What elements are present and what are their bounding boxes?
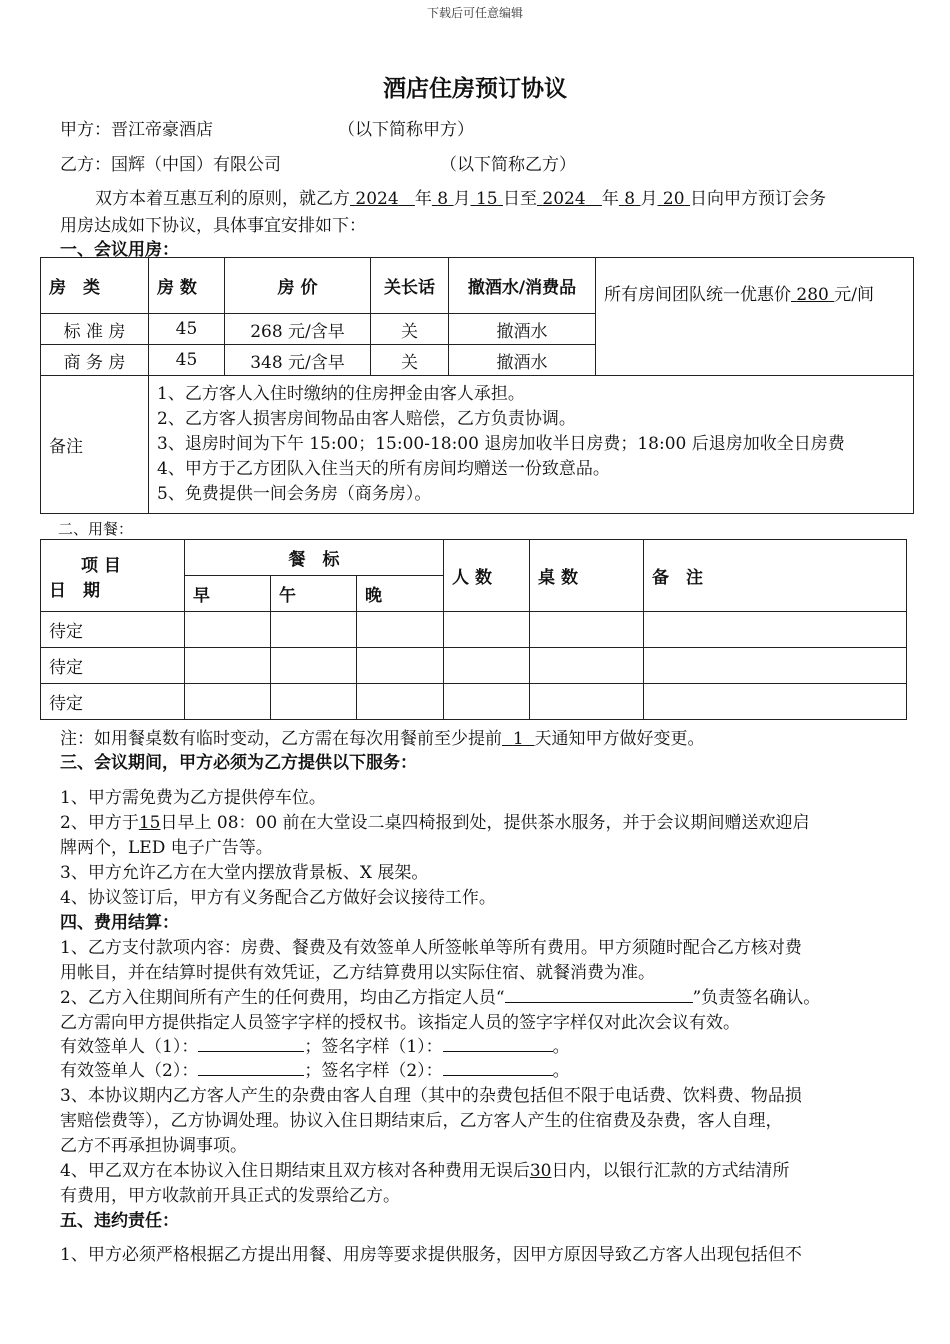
service-item: 1、甲方需免费为乙方提供停车位。: [60, 788, 326, 808]
header-note: 下载后可任意编辑: [426, 6, 523, 20]
service-item: 牌两个，LED 电子广告等。: [60, 838, 273, 858]
sample-2-field[interactable]: [443, 1061, 553, 1076]
meal-date: 待定: [41, 684, 185, 720]
start-month: 8: [437, 189, 449, 209]
dinner-header: 晚: [357, 576, 444, 612]
room-minibar: 撤酒水: [449, 314, 596, 345]
room-type: 商 务 房: [41, 345, 149, 376]
group-price-text: 所有房间团队统一优惠价: [604, 285, 791, 305]
tables-header: 桌 数: [530, 540, 644, 612]
remark-header: 备 注: [644, 540, 907, 612]
header-room-price: 房 价: [225, 258, 371, 314]
meal-note-text: 注：如用餐桌数有临时变动，乙方需在每次用餐前至少提前: [60, 729, 502, 749]
section-1-heading: 一、会议用房：: [60, 240, 179, 260]
remarks-list: [149, 376, 914, 514]
group-price-unit: 元/间: [834, 285, 874, 305]
room-minibar: 撤酒水: [449, 345, 596, 376]
settlement-line: 1、乙方支付款项内容：房费、餐费及有效签单人所签帐单等所有费用。甲方须随时配合乙方核对费: [60, 938, 802, 958]
people-header: 人 数: [444, 540, 530, 612]
remarks-row: [41, 376, 914, 514]
intro-line-2: 用房达成如下协议，具体事宜安排如下：: [60, 216, 366, 236]
intro-line-1: [95, 184, 826, 209]
start-year: 2024: [355, 189, 399, 209]
meal-date: 待定: [41, 648, 185, 684]
year-label: 年: [601, 189, 619, 209]
remark-item: 4、甲方于乙方团队入住当天的所有房间均赠送一份致意品。: [157, 459, 610, 479]
room-type: 标 准 房: [41, 314, 149, 345]
end-day: 20: [662, 189, 685, 209]
meal-standard-header: 餐 标: [185, 540, 444, 576]
start-day: 15: [475, 189, 498, 209]
table-row: [41, 648, 907, 684]
end-month: 8: [624, 189, 636, 209]
notice-days: 1: [512, 729, 524, 749]
sample-1-field[interactable]: [443, 1037, 553, 1052]
party-a: [60, 115, 213, 140]
breach-line: 1、甲方必须严格根据乙方提出用餐、用房等要求提供服务，因甲方原因导致乙方客人出现包括但不: [60, 1245, 802, 1265]
party-a-name: 甲方：晋江帝豪酒店: [60, 120, 213, 140]
date-label: 日 期: [49, 580, 100, 601]
designated-person-field[interactable]: [505, 988, 693, 1003]
settlement-line: 3、本协议期内乙方客人产生的杂费由客人自理（其中的杂费包括但不限于电话费、饮料费、物品损: [60, 1086, 802, 1106]
remark-item: 2、乙方客人损害房间物品由客人赔偿，乙方负责协调。: [157, 409, 576, 429]
end-year: 2024: [542, 189, 586, 209]
settlement-line: 害赔偿费等），乙方协调处理。协议入住日期结束后，乙方客人产生的住宿费及杂费，客人自理，: [60, 1111, 783, 1131]
settlement-line: 用帐目，并在结算时提供有效凭证，乙方结算费用以实际住宿、就餐消费为准。: [60, 963, 655, 983]
signer-2-field[interactable]: [198, 1061, 304, 1076]
header-phone: 关长话: [371, 258, 449, 314]
room-price: 348 元/含早: [225, 345, 371, 376]
room-table-header: [41, 258, 914, 314]
year-label: 年: [414, 189, 432, 209]
item-date-header: [41, 540, 185, 612]
header-minibar: 撤酒水/消费品: [449, 258, 596, 314]
party-b-name: 乙方：国辉（中国）有限公司: [60, 155, 281, 175]
month-label: 月: [640, 189, 658, 209]
room-price: 268 元/含早: [225, 314, 371, 345]
room-phone: 关: [371, 314, 449, 345]
table-row: [41, 684, 907, 720]
settlement-line: 4、甲乙双方在本协议入住日期结束且双方核对各种费用无误后30日内，以银行汇款的方式结清所: [60, 1161, 790, 1181]
signer-2-line: 有效签单人（2）： ；签名字样（2）： 。: [60, 1061, 570, 1081]
room-phone: 关: [371, 345, 449, 376]
group-price-cell: [596, 258, 914, 376]
intro-text: 双方本着互惠互利的原则，就乙方: [95, 189, 350, 209]
room-count: 45: [149, 314, 225, 345]
meal-table: [40, 539, 907, 720]
party-a-note: （以下简称甲方）: [338, 120, 474, 140]
signer-1-field[interactable]: [198, 1037, 304, 1052]
settlement-line: 乙方需向甲方提供指定人员签字字样的授权书。该指定人员的签字字样仅对此次会议有效。: [60, 1013, 740, 1033]
header-room-count: 房 数: [149, 258, 225, 314]
item-label: 项 目: [81, 555, 121, 576]
breakfast-header: 早: [185, 576, 271, 612]
room-count: 45: [149, 345, 225, 376]
service-item: 3、甲方允许乙方在大堂内摆放背景板、X 展架。: [60, 863, 429, 883]
group-price-value: 280: [796, 285, 829, 305]
payment-days: 30: [529, 1161, 552, 1181]
service-day: 15: [138, 813, 161, 833]
remark-item: 5、免费提供一间会务房（商务房）。: [157, 484, 432, 504]
settlement-line: 2、乙方入住期间所有产生的任何费用，均由乙方指定人员“ ”负责签名确认。: [60, 988, 821, 1008]
remark-item: 3、退房时间为下午 15:00；15:00-18:00 退房加收半日房费；18:00 后退房加收全日房费: [157, 434, 845, 454]
document-title: 酒店住房预订协议: [383, 75, 567, 102]
service-item: 4、协议签订后，甲方有义务配合乙方做好会议接待工作。: [60, 888, 496, 908]
month-label: 月: [453, 189, 471, 209]
service-item: 2、甲方于15日早上 08：00 前在大堂设二桌四椅报到处，提供茶水服务，并于会议期间赠送欢迎启: [60, 813, 810, 833]
party-b-note: （以下简称乙方）: [440, 155, 576, 175]
day-label: 日向甲方预订会务: [689, 189, 826, 209]
meal-note: [60, 724, 704, 749]
settlement-line: 有费用，甲方收款前开具正式的发票给乙方。: [60, 1186, 400, 1206]
signer-1-line: 有效签单人（1）： ；签名字样（1）： 。: [60, 1037, 570, 1057]
section-4-heading: 四、费用结算：: [60, 913, 179, 933]
room-table: [40, 257, 914, 514]
day-label: 日至: [502, 189, 537, 209]
table-row: [41, 612, 907, 648]
settlement-line: 乙方不再承担协调事项。: [60, 1136, 247, 1156]
meal-date: 待定: [41, 612, 185, 648]
section-5-heading: 五、违约责任：: [60, 1211, 179, 1231]
remarks-label: 备注: [41, 376, 149, 514]
meal-note-text: 天通知甲方做好变更。: [534, 729, 705, 749]
remark-item: 1、乙方客人入住时缴纳的住房押金由客人承担。: [157, 384, 525, 404]
lunch-header: 午: [271, 576, 357, 612]
header-room-type: 房 类: [41, 258, 149, 314]
section-3-heading: 三、会议期间，甲方必须为乙方提供以下服务：: [60, 753, 417, 773]
section-2-heading: 二、用餐：: [58, 520, 134, 538]
